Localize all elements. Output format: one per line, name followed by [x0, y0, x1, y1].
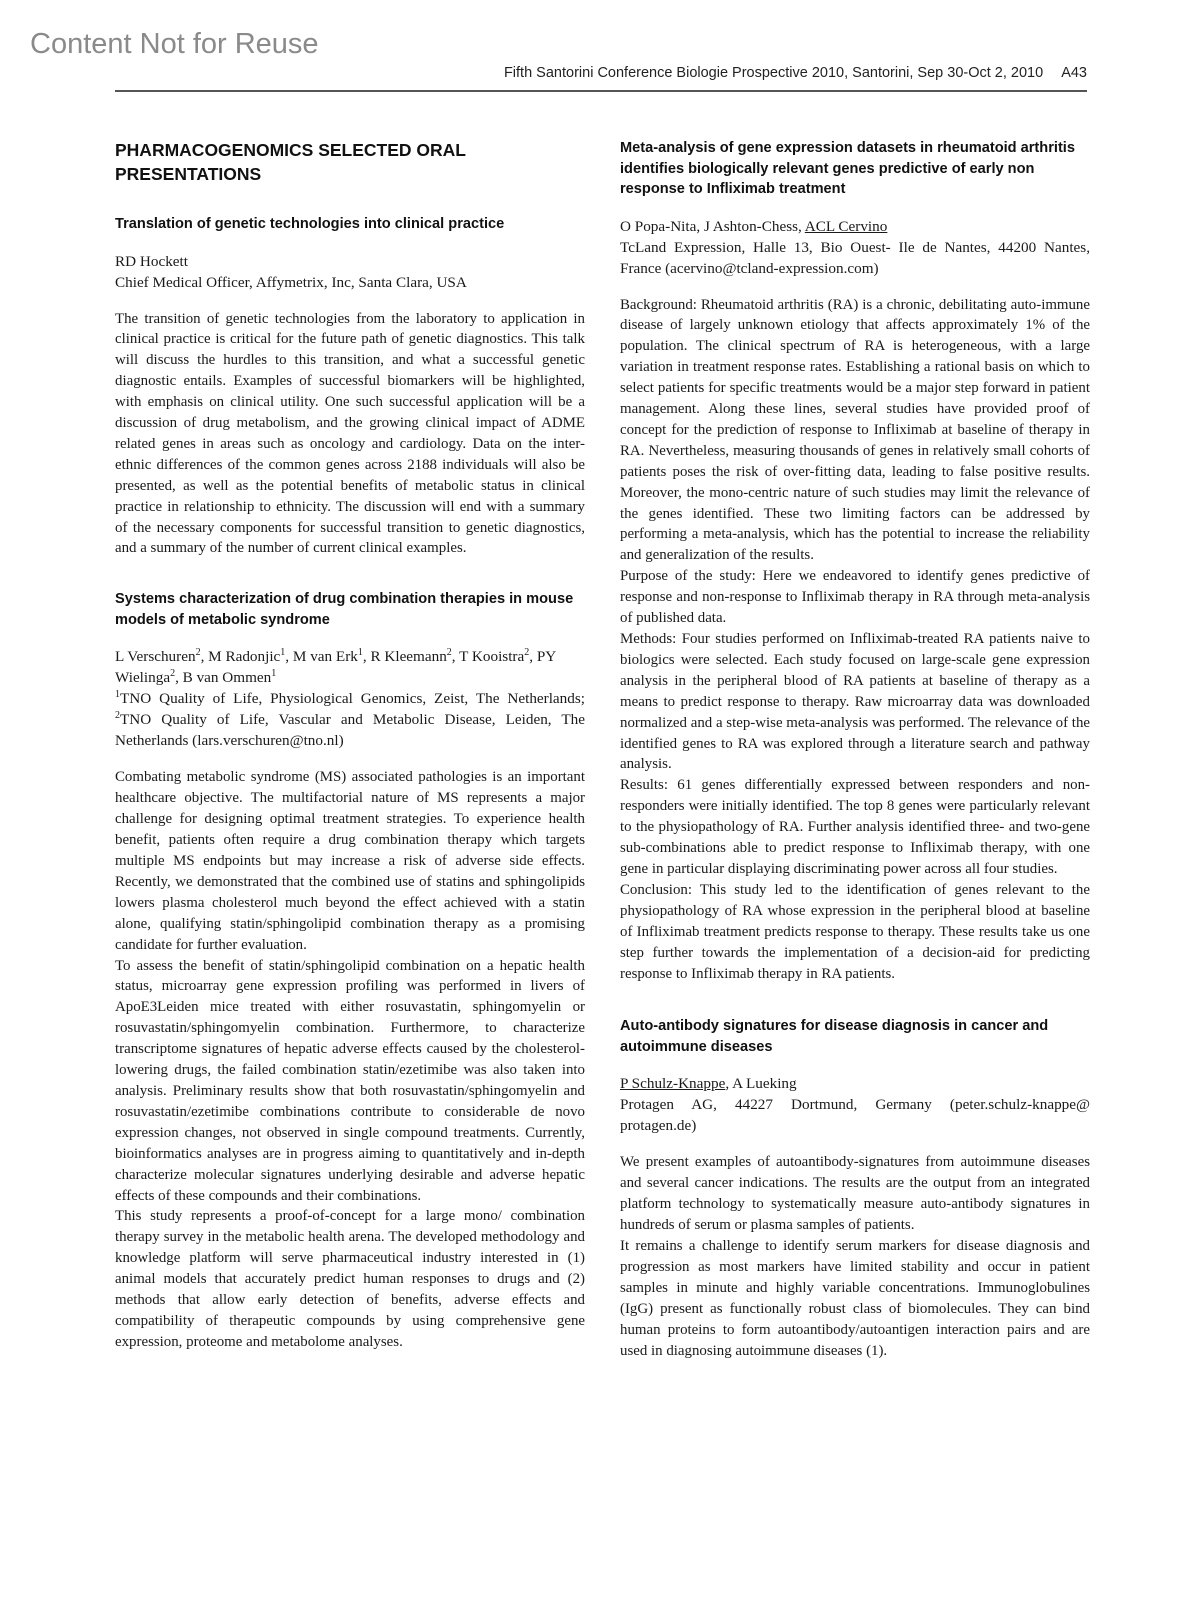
- affil-text: TNO Quality of Life, Vascular and Metabolic Disease, Leiden, The Netherlands (lars.verschuren@tno.nl): [115, 711, 585, 750]
- author-name: , T Kooistra: [451, 648, 525, 666]
- author-name: L Verschuren: [115, 648, 196, 666]
- watermark: Content Not for Reuse: [30, 28, 319, 60]
- abstract-paragraph: To assess the benefit of statin/sphingolipid combination on a hepatic health status, microarray gene expression profiling was performed in livers of ApoE3Leiden mice treated with either rosuvastatin, sphingomyelin or rosuvastatin/sphingomyelin combination. Furthermore, to characterize transcriptome signatures of hepatic adverse effects caused by the cholesterol-lowering drugs, the failed combination statin/ezetimibe was also taken into analysis. Preliminary results show that both rosuvastatin/sphingomyelin and rosuvastatin/ezetimibe combinations contribute to considerable de novo expression changes, not observed in single compound treatments. Currently, bioinformatics analyses are in progress aiming to quantitatively and in-depth characterize molecular signatures underlying desirable and adverse hepatic effects of these compounds and their combinations.: [115, 957, 585, 1204]
- abstract-purpose: Purpose of the study: Here we endeavored to identify genes predictive of response and non-response to Infliximab therapy in RA through meta-analysis of published data.: [620, 568, 1090, 627]
- section-title: PHARMACOGENOMICS SELECTED ORAL PRESENTATIONS: [115, 140, 466, 184]
- author-affil-mark: 1: [357, 647, 363, 659]
- page-number: A43: [1061, 65, 1087, 81]
- presenting-author: ACL Cervino: [804, 217, 888, 235]
- presenting-author: P Schulz-Knappe: [620, 1075, 726, 1093]
- abstract-background: Background: Rheumatoid arthritis (RA) is a chronic, debilitating auto-immune disease of largely unknown etiology that affects approximately 1% of the population. The clinical spectrum of RA is heterogeneous, with a large variation in treatment response rates. Establishing a rational basis on which to select patients for specific treatments would be a major step forward in patient management. Along these lines, several studies have provided proof of concept for the prediction of response to Infliximab at baseline of therapy in RA. Nevertheless, measuring thousands of genes in relatively small cohorts of patients poses the risk of over-fitting data, leading to false positive results. Moreover, the mono-centric nature of such studies may limit the relevance of the genes identified. These two limiting factors can be addressed by performing a meta-analysis, which has the potential to increase the reliability and generalization of the results.: [620, 296, 1090, 564]
- abstract-paragraph: This study represents a proof-of-concept for a large mono/ combination therapy survey in the metabolic health arena. The developed methodology and knowledge platform will serve pharmaceutical industry interested in (1) animal models that accurately predict human responses to drugs and (2) methods that allow early detection of benefits, adverse effects and compatibility of therapeutic compounds by using comprehensive gene expression, proteome and metabolome analyses.: [115, 1208, 585, 1350]
- abstract-results: Results: 61 genes differentially expressed between responders and non-responders were initially identified. The top 8 genes were particularly relevant to the physiopathology of RA. Further analysis identified three- and two-gene sub-combinations able to predict response to Infliximab therapy, with one gene in particular displaying discriminating power across all four studies.: [620, 777, 1090, 877]
- right-column: [620, 138, 1090, 1361]
- author-affil-mark: 1: [271, 668, 277, 680]
- author-name: , R Kleemann: [362, 648, 447, 666]
- author-affil-mark: 2: [195, 647, 201, 659]
- abstract-translation: [115, 214, 585, 559]
- author-name: , M van Erk: [285, 648, 358, 666]
- author-name: , B van Ommen: [175, 669, 272, 687]
- abstract-affiliation: Protagen AG, 44227 Dortmund, Germany (peter.schulz-knappe@ protagen.de): [620, 1096, 1090, 1135]
- abstract-title: Translation of genetic technologies into clinical practice: [115, 216, 505, 232]
- abstract-paragraph: Combating metabolic syndrome (MS) associated pathologies is an important healthcare objective. The multifactorial nature of MS represents a major challenge for designing optimal treatment strategies. To experience health benefit, patients often require a drug combination therapy which targets multiple MS endpoints but may increase a risk of adverse side effects. Recently, we demonstrated that the combined use of statins and sphingolipids lowers plasma cholesterol much beyond the effect achieved with a statin alone, qualifying statin/sphingolipid combination therapy as a promising candidate for further evaluation.: [115, 769, 585, 953]
- running-title: Fifth Santorini Conference Biologie Prospective 2010, Santorini, Sep 30-Oct 2, 2010: [503, 65, 1044, 81]
- affil-mark: 2: [115, 710, 120, 722]
- abstract-paragraph: It remains a challenge to identify serum markers for disease diagnosis and progression as most markers have limited stability and occur in patient samples in minute and highly variable concentrations. Immunoglobulines (IgG) present as functionally robust class of biomolecules. They can bind human proteins to form autoantibody/autoantigen interaction pairs and are used in diagnosing autoimmune diseases (1).: [620, 1238, 1090, 1359]
- abstract-affiliation: Chief Medical Officer, Affymetrix, Inc, Santa Clara, USA: [115, 273, 467, 291]
- affil-text: TNO Quality of Life, Physiological Genomics, Zeist, The Netherlands;: [120, 690, 585, 708]
- header-rule: [115, 90, 1087, 92]
- abstract-title: Meta-analysis of gene expression datasets in rheumatoid arthritis identifies biologically relevant genes predictive of early non response to Infliximab treatment: [620, 140, 1075, 197]
- running-head: [115, 65, 1087, 81]
- abstract-authors: [620, 216, 1090, 237]
- affil-mark: 1: [115, 689, 120, 701]
- abstract-affiliation: TcLand Expression, Halle 13, Bio Ouest- Ile de Nantes, 44200 Nantes, France (acervino@tcland-expression.com): [620, 238, 1090, 277]
- abstract-title: Systems characterization of drug combination therapies in mouse models of metabolic syndrome: [115, 591, 574, 628]
- abstract-auto-antibody: [620, 1016, 1090, 1361]
- author-affil-mark: 1: [280, 647, 286, 659]
- abstract-authors: [620, 1073, 1090, 1094]
- author-affil-mark: 2: [524, 647, 530, 659]
- abstract-authors: [115, 646, 585, 688]
- author-names: , A Lueking: [725, 1075, 797, 1093]
- abstract-meta-analysis: [620, 138, 1090, 984]
- author-name: , M Radonjic: [200, 648, 281, 666]
- abstract-methods: Methods: Four studies performed on Infliximab-treated RA patients naive to biologics were selected. Each study focused on large-scale gene expression analysis in the peripheral blood of RA patients at baseline of therapy as a means to predict response to therapy. Raw microarray data was downloaded normalized and a step-wise meta-analysis was performed. The relevance of the identified genes to RA was explored through a literature search and pathway analysis.: [620, 631, 1090, 773]
- author-affil-mark: 2: [446, 647, 452, 659]
- author-names: O Popa-Nita, J Ashton-Chess,: [620, 217, 805, 235]
- author-name: , PY Wielinga: [115, 648, 556, 687]
- left-column: [115, 138, 585, 1353]
- author-affil-mark: 2: [170, 668, 176, 680]
- abstract-authors: RD Hockett: [115, 252, 188, 270]
- abstract-paragraph: We present examples of autoantibody-signatures from autoimmune diseases and several cancer indications. The results are the output from an integrated platform technology to systematically measure auto-antibody signatures in hundreds of serum or plasma samples of patients.: [620, 1154, 1090, 1234]
- abstract-systems: [115, 589, 585, 1352]
- abstract-title: Auto-antibody signatures for disease diagnosis in cancer and autoimmune diseases: [620, 1018, 1049, 1055]
- abstract-conclusion: Conclusion: This study led to the identification of genes relevant to the physiopathology of RA whose expression in the peripheral blood at baseline of Infliximab treatment predicts response to therapy. These results take us one step further towards the implementation of a decision-aid for predicting response to Infliximab therapy in RA patients.: [620, 881, 1090, 982]
- abstract-affiliation: [115, 688, 585, 751]
- abstract-body: The transition of genetic technologies from the laboratory to application in clinical practice is critical for the future path of genetic diagnostics. This talk will discuss the hurdles to this transition, and what a successful genetic diagnostic entails. Examples of successful biomarkers will be highlighted, with emphasis on clinical utility. One such successful application will be a discussion of drug metabolism, and the growing clinical impact of ADME related genes in areas such as oncology and cardiology. Data on the inter-ethnic differences of the common genes across 2188 individuals will also be presented, as well as the potential benefits of metabolic status in clinical practice in relationship to ethnicity. The discussion will end with a summary of the necessary components for successful transition to genetic diagnostics, and a summary of the number of current clinical examples.: [115, 310, 585, 557]
